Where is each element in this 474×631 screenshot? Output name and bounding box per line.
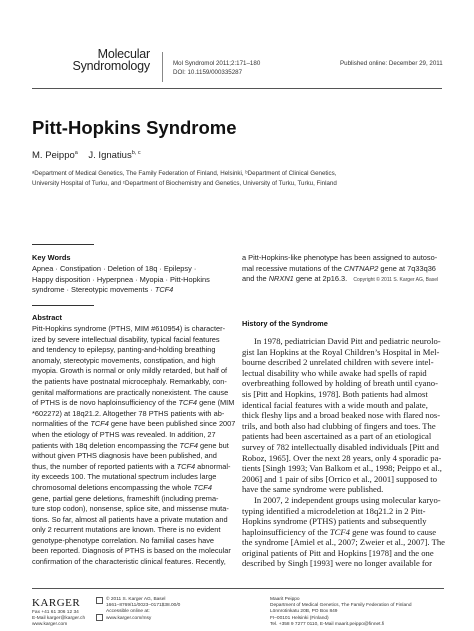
correspondence-line: Department of Medical Genetics, The Family Federation of Finland (270, 603, 412, 609)
karger-logo: KARGER (32, 597, 81, 609)
history-body (242, 336, 447, 569)
copyright-line: © 2011 S. Karger AG, Basel (106, 597, 166, 602)
journal-name-line1: Molecular (97, 47, 150, 61)
body-text-line: In 1978, pediatrician David Pitt and pediatric neurolo- (254, 336, 441, 346)
body-text-line: sis [Pitt and Hopkins, 1978]. Both patients had almost (242, 388, 428, 399)
publisher-contact (32, 610, 85, 629)
access-icon-box (96, 614, 103, 621)
header-rule (32, 88, 442, 89)
copyright-block (106, 597, 180, 622)
body-text-line: identical facial features with a wide mouth and palate, (242, 399, 428, 410)
author-affiliation-mark: a (74, 150, 78, 156)
abstract-line: ized by severe intellectual disability, typical facial features (32, 334, 220, 344)
body-text-line: Roboz, 1965]. Over the next 28 years, only 4 sporadic pa- (242, 452, 442, 463)
body-text-line: have the same syndrome were published. (242, 484, 384, 495)
body-text-line: lectual disability who while awake had spells of rapid (242, 367, 427, 378)
footer-rule (32, 588, 444, 589)
body-text-line: overbreathing followed by holding of breath until cyano- (242, 378, 438, 389)
author-name[interactable]: M. Peippo (32, 150, 75, 162)
abstract-line: myopia. Growth is normal or only mildly retarded, but half of (32, 366, 228, 376)
affiliation-line: University Hospital of Turku, and ᶜDepartment of Biochemistry and Genetics, University of Turku, Turku, Finland (32, 179, 337, 187)
keywords-line: syndrome · Stereotypic movements · TCF4 (32, 285, 174, 294)
abstract-line: and tendency to epilepsy, panting-and-holding breathing (32, 345, 216, 355)
copyright-line: 1661–8769/11/0023–0171$38.00/0 (106, 603, 181, 609)
body-text-line: described by Singh [1993] were no longer available for (242, 558, 432, 569)
abstract-line: thus, the number of reported patients with a TCF4 abnormal- (32, 461, 231, 471)
correspondence-line: FI–00101 Helsinki (Finland) (270, 615, 329, 621)
body-text-line: survey of 782 intellectually disabled individuals [Pitt and (242, 441, 439, 452)
correspondence-line: Maarit Peippo (270, 597, 300, 602)
citation-doi[interactable]: DOI: 10.1159/000335287 (173, 68, 243, 76)
body-text-line: original patients of Pitt and Hopkins [1978] and the one (242, 547, 434, 558)
abstract-heading: Abstract (32, 313, 62, 322)
keywords-heading: Key Words (32, 253, 71, 262)
abstract-line: Pitt-Hopkins syndrome (PTHS, MIM #610954) is character- (32, 324, 226, 333)
citation-line1: Mol Syndromol 2011;2:171–180 (173, 60, 261, 67)
abstract-continuation-line: mal recessive mutations of the CNTNAP2 gene at 7q33q36 (242, 263, 436, 273)
abstract-continuation-line: a Pitt-Hopkins-like phenotype has been assigned to autoso- (242, 253, 438, 262)
affiliation-line: ᵃDepartment of Medical Genetics, The Family Federation of Finland, Helsinki, ᵇDepartment of Clinical Genetics, (32, 170, 337, 177)
body-text-line: tients [Singh 1993; Van Balkom et al., 1998; Peippo et al., (242, 463, 442, 474)
body-text-line: bourne described 2 unrelated children with severe intel- (242, 357, 434, 368)
publisher-line: E-Mail karger@karger.ch (32, 616, 86, 622)
abstract-line: ity exceeds 100. The mutational spectrum includes large (32, 472, 217, 482)
body-text-line: haploinsufficiency of the TCF4 gene was found to cause (242, 526, 437, 537)
abstract-copyright: Copyright © 2011 S. Karger AG, Basel (353, 277, 439, 283)
keywords-rule (32, 244, 94, 245)
abstract-line: only 2 recurrent mutations are known. There is no evident (32, 525, 221, 535)
body-text-line: Hopkins syndrome (PTHS) patients and subsequently (242, 516, 427, 527)
abstract-line: of PTHS is de novo haploinsufficiency of the TCF4 gene (MIM (32, 398, 235, 408)
body-text-line: trils, and both also had clubbing of fingers and toes. The (242, 420, 436, 431)
abstract-line: the patients have postnatal microcephaly. Remarkably, con- (32, 376, 227, 386)
abstract-line: been reported. Diagnosis of PTHS is based on the molecular (32, 546, 231, 556)
body-text-line: In 2007, 2 independent groups using molecular karyo- (254, 494, 441, 505)
correspondence-line: Tel. +358 9 7277 0110, E-Mail maarit.peippo@finnet.fi (270, 621, 385, 627)
body-text-line: typing identified a microdeletion at 18q21.2 in 2 Pitt- (242, 505, 426, 516)
copyright-line: www.karger.com/msy (106, 615, 152, 621)
journal-name-line2: Syndromology (72, 59, 150, 73)
publisher-line: www.karger.com (32, 622, 68, 628)
author-affiliation-mark: b, c (131, 150, 141, 156)
copyright-line: Accessible online at: (106, 609, 150, 615)
abstract-line: confirmation of the characteristic clinical features. Recently, (32, 557, 226, 567)
header-divider (162, 52, 163, 82)
body-text-line: patients had been ascertained as a part of an etiological (242, 431, 432, 442)
abstract-continuation (242, 253, 447, 286)
author-list (32, 150, 141, 161)
author-name[interactable]: J. Ignatius (88, 150, 132, 162)
abstract-line: genital malformations are practically nonexistent. The cause (32, 387, 229, 397)
body-text-line: 2006] and 1 pair of sibs [Orrico et al., 2001] supposed to (242, 473, 437, 484)
abstract-rule (32, 305, 94, 306)
abstract-line: *602272) at 18q21.2. Altogether 78 PTHS patients with ab- (32, 408, 225, 418)
section-heading-history: History of the Syndrome (242, 319, 328, 328)
citation (173, 60, 260, 77)
abstract-line: gene, partial gene deletions, frameshift (including prema- (32, 493, 219, 503)
article-title: Pitt-Hopkins Syndrome (32, 117, 237, 138)
abstract-line: normalities of the TCF4 gene have been published since 2007 (32, 419, 236, 429)
abstract-line: without given PTHS diagnosis have been published, and (32, 451, 217, 461)
keywords-list (32, 264, 232, 296)
keywords-line: Apnea · Constipation · Deletion of 18q · Epilepsy · (32, 264, 197, 273)
abstract-line: anomaly, stereotypic movements, constipation, and high (32, 355, 216, 365)
journal-name (40, 48, 150, 72)
abstract-line: patients with 18q deletion encompassing the TCF4 gene but (32, 440, 229, 450)
abstract-body (32, 324, 237, 568)
abstract-line: tions. So far, almost all patients have a private mutation and (32, 514, 228, 524)
correspondence-line: Lönnrotinkatu 20B, PO Box 849 (270, 609, 338, 615)
abstract-continuation-line: and the NRXN1 gene at 2p16.3. Copyright © 2011 S. Karger AG, Basel (242, 274, 439, 283)
abstract-line: genotype-phenotype correlation. No familial cases have (32, 535, 214, 545)
abstract-line: when the etiology of PTHS was revealed. In addition, 27 (32, 429, 216, 439)
abstract-line: chromosomal deletions encompassing the whole TCF4 (32, 482, 212, 492)
body-text-line: the syndrome [Amiel et al., 2007; Zweier et al., 2007]. The (242, 537, 445, 548)
affiliations (32, 169, 444, 188)
body-text-line: thick fleshy lips and a broad beaked nose with flared nos- (242, 410, 441, 421)
keywords-line: Happy disposition · Hyperpnea · Myopia · Pitt-Hopkins (32, 274, 210, 284)
body-text-line: gist Ian Hopkins at the Royal Children’s Hospital in Mel- (242, 346, 440, 357)
copyright-icon-box (96, 597, 103, 604)
correspondence-block (270, 597, 412, 628)
published-date: Published online: December 29, 2011 (340, 60, 443, 67)
abstract-line: ture stop codon), nonsense, splice site, and missense muta- (32, 504, 229, 514)
publisher-line: Fax +41 61 306 12 34 (32, 610, 79, 615)
